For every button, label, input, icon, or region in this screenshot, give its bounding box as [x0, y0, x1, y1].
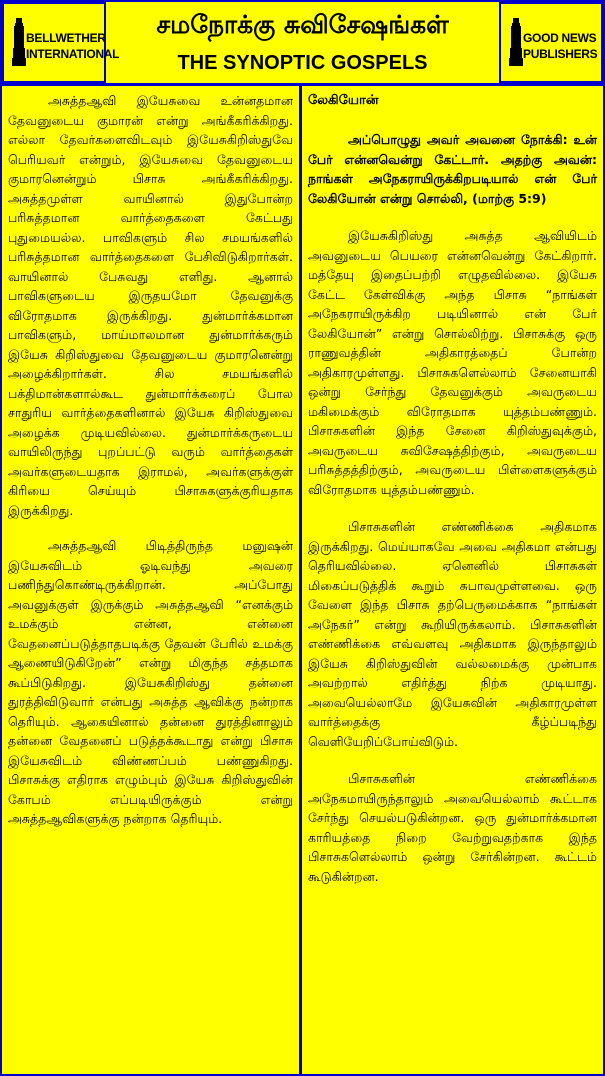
title-box	[108, 2, 497, 83]
page-title-tamil: சமநோக்கு சுவிசேஷங்கள்	[156, 10, 449, 39]
header	[2, 2, 603, 86]
bellwether-logo	[2, 2, 120, 83]
good-news-logo	[499, 2, 603, 83]
page-title-english: THE SYNOPTIC GOSPELS	[177, 52, 428, 74]
tower-icon	[509, 18, 523, 66]
paragraph: பிசாசுகளின் எண்ணிக்கை அநேகமாயிருந்தாலும் அவையெல்லாம் கூட்டாக சேர்ந்து செயல்படுகின்றன. ஒரு துன்மார்க்கமான காரியத்தை நிறை வேற்றுவதற்காக இந்த பிசாசுகளெல்லாம் ஒன்று சேர்கின்றன. கூட்டம் கூடுகின்றன.	[308, 771, 597, 884]
logo-line-2: PUBLISHERS	[523, 47, 598, 61]
tower-icon	[12, 18, 26, 66]
paragraph: இயேசுகிறிஸ்து அசுத்த ஆவியிடம் அவனுடைய பெயரை என்னவென்று கேட்கிறார். மத்தேயு இதைப்பற்றி எழுதவில்லை. இயேசு கேட்ட கேள்விக்கு அந்த பிசாசு “நாங்கள் அநேகராயிருக்கிற படியினால் என் பேர் லேகியோன்” என்று சொல்லிற்று. பிசாசுக்கு ஒரு ராணுவத்தின் அதிகாரத்தைப் போன்ற அதிகாரமுள்ளது. பிசாசுகளெல்லாம் சேனையாகி ஒன்று சேர்ந்து தேவனுக்கும் அவருடைய மகிமைக்கும் விரோதமாக யுத்தம்பண்ணும். பிசாசுகளின் இந்த சேனை கிறிஸ்துவுக்கும், அவருடைய சுவிசேஷத்திற்கும், அவருடைய பரிசுத்தத்திற்கும், அவருடைய பிள்ளைகளுக்கும் விரோதமாக யுத்தம்பண்ணும்.	[308, 228, 597, 497]
left-column	[2, 86, 302, 1074]
logo-line-1: GOOD NEWS	[523, 31, 597, 45]
right-column	[302, 86, 603, 1074]
section-heading: லேகியோன்	[308, 93, 379, 108]
paragraph: பிசாசுகளின் எண்ணிக்கை அதிகமாக இருக்கிறது. மெய்யாகவே அவை அதிகமா என்பது தெரியவில்லை. ஏனெனில் பிசாசுகள் மிகைப்படுத்திக் கூறும் சுபாவமுள்ளவை. ஒரு வேளை இந்த பிசாசு தற்பெருமைக்காக “நாங்கள் அநேகர்” என்று கூறியிருக்கலாம். பிசாசுகளின் எண்ணிக்கை எவ்வளவு அதிகமாக இருந்தாலும் இயேசு கிறிஸ்துவின் வல்லமைக்கு முன்பாக அவற்றால் எதிர்த்து நிற்க முடியாது. அவையெல்லாமே இயேசுவின் அதிகாரமுள்ள வார்த்தைக்கு கீழ்ப்படிந்து வெளியேறிப்போய்விடும்.	[308, 519, 597, 749]
paragraph: அசுத்தஆவி பிடித்திருந்த மனுஷன் இயேசுவிடம் ஓடிவந்து அவரை பணிந்துகொண்டிருக்கிறான். அப்போது அவனுக்குள் இருக்கும் அசுத்தஆவி “எனக்கும் உமக்கும் என்ன, என்னை வேதனைப்படுத்தாதபடிக்கு தேவன் பேரில் உமக்கு ஆணையிடுகிறேன்” என்று மிகுந்த சத்தமாக கூப்பிடுகிறது. இயேசுகிறிஸ்து தன்னை துரத்திவிடுவார் என்பது அசுத்த ஆவிக்கு நன்றாக தெரியும். ஆகையினால் தன்னை துரத்தினாலும் தன்னை வேதனைப் படுத்தக்கூடாது என்று பிசாசு இயேசுவிடம் விண்ணப்பம் பண்ணுகிறது. பிசாசுக்கு எதிராக எழும்பும் இயேசு கிறிஸ்துவின் கோபம் எப்படியிருக்கும் என்று அசுத்தஆவிகளுக்கு நன்றாக தெரியும்.	[8, 538, 293, 826]
logo-line-2: INTERNATIONAL	[26, 47, 120, 61]
logo-line-1: BELLWETHER	[26, 31, 106, 45]
bible-verse: அப்பொழுது அவர் அவனை நோக்கி: உன் பேர் என்னவென்று கேட்டார். அதற்கு அவன்: நாங்கள் அநேகராயிருக்கிறபடியால் என் பேர் லேகியோன் என்று சொல்லி, (மாற்கு 5:9)	[308, 132, 597, 206]
paragraph: அசுத்தஆவி இயேசுவை உன்னதமான தேவனுடைய குமாரன் என்று அங்கீகரிக்கிறது. எல்லா தேவர்களைவிடவும் இயேசுகிறிஸ்துவே பெரியவர் என்றும், இயேசுவை தேவனுடைய குமாரனென்றும் பிசாசு அங்கீகரிக்கிறது. அசுத்தமுள்ள வாயினால் இதுபோன்ற பரிசுத்தமான வார்த்தைகளை கேட்பது புதுமையல்ல. பாவிகளும் சில சமயங்களில் பரிசுத்தமான வார்த்தைகளை பேசிவிடுகிறார்கள். வாயினால் பேசுவது எளிது. ஆனால் பாவிகளுடைய இருதயமோ தேவனுக்கு விரோதமாக இருக்கிறது. துன்மார்க்கமான பாவிகளும், மாய்மாலமான துன்மார்க்கரும் இயேசு கிறிஸ்துவை தேவனுடைய குமாரனென்று அழைக்கிறார்கள். சில சமயங்களில் பக்திமான்களால்கூட துன்மார்க்கரைப் போல சாதுரிய வார்த்தைகளினால் இயேசு கிறிஸ்துவை அழைக்க முடியவில்லை. துன்மார்க்கருடைய வாயிலிருந்து புறப்பட்டு வரும் வார்த்தைகள் அவர்களுடையதாக இராமல், அவர்களுக்குள் கிரியை செய்யும் பிசாசுகளுக்குரியதாக இருக்கிறது.	[8, 93, 293, 518]
